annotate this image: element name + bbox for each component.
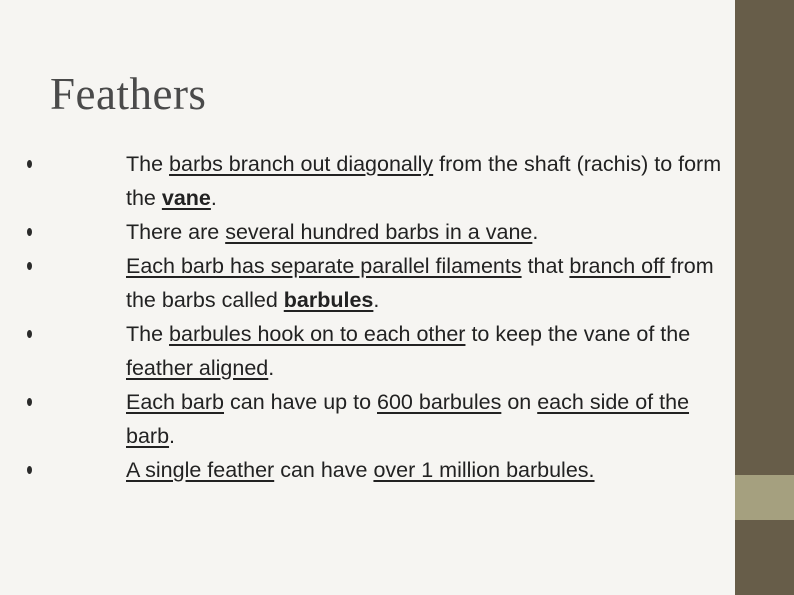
bullet-text-segment: several hundred barbs in a vane [225,220,533,244]
bullet-text-segment: Each barb [126,390,225,414]
bullet-text-segment: each side of the barb [126,390,690,448]
slide-title: Feathers [50,69,207,119]
bullet-item [126,249,726,317]
bullet-text-segment: 600 barbules [377,390,502,414]
bullet-text-segment: can have [274,458,374,482]
bullet-text-segment: barbules hook on to each other [169,322,466,346]
bullet-text-segment: branch off [569,254,671,278]
bullet-text-segment: . [210,186,217,210]
bullet-text-segment: vane [161,186,211,210]
bullet-text-segment: over 1 million barbules. [373,458,595,482]
bullet-text-segment: The [126,322,170,346]
bullet-item [126,147,726,215]
bullet-item [126,215,726,249]
bullet-text-segment: . [532,220,539,244]
bullet-text-segment: from the barbs called [126,254,714,312]
bullet-text-segment: to keep the vane of the [465,322,691,346]
bullet-text-segment: can have up to [224,390,378,414]
bullet-text-segment: . [169,424,176,448]
bullet-text-segment: barbs branch out diagonally [169,152,434,176]
bullet-dot-icon [27,262,32,270]
bullet-text-segment: barbules [283,288,374,312]
bullet-text-segment: A single feather [126,458,275,482]
bullet-text-segment: Each barb has separate parallel filaments [126,254,522,278]
bullet-text-segment: The [126,152,170,176]
bullet-text-segment: on [501,390,538,414]
bullet-item [126,385,726,453]
bullet-dot-icon [27,228,32,236]
bullet-item [126,453,726,487]
bullet-text-segment: from the shaft (rachis) to form the [126,152,722,210]
bullet-text-segment: . [268,356,275,380]
bullet-list [126,147,726,487]
bullet-item [126,317,726,385]
bullet-dot-icon [27,160,32,168]
accent-block [735,475,794,520]
bullet-text-segment: There are [126,220,226,244]
bullet-dot-icon [27,398,32,406]
bullet-text-segment: . [373,288,380,312]
bullet-text-segment: feather aligned [126,356,269,380]
bullet-dot-icon [27,330,32,338]
bullet-dot-icon [27,466,32,474]
bullet-text-segment: that [521,254,570,278]
